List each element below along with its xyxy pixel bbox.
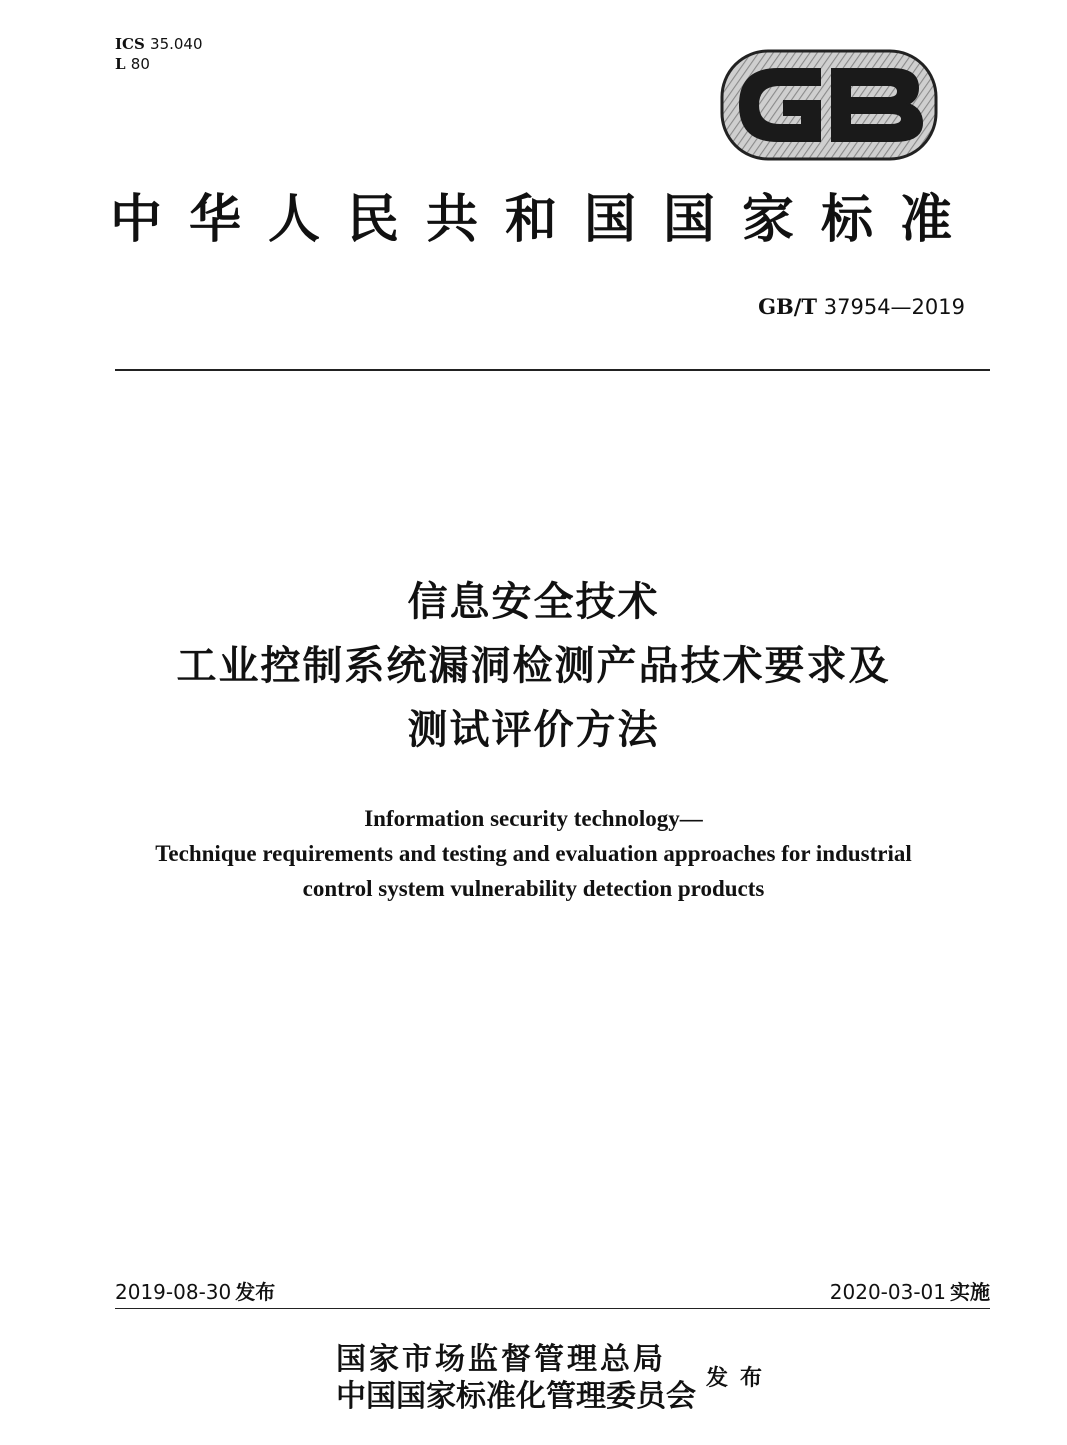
- ics-code: 35.040: [150, 35, 203, 53]
- issuing-authorities: [336, 1341, 696, 1415]
- publish-label: 发布: [706, 1365, 775, 1391]
- issue-date-label: 发布: [235, 1280, 276, 1304]
- implementation-date: [830, 1277, 990, 1307]
- ccs-line: [115, 54, 203, 74]
- chinese-title-line-1: 信息安全技术: [407, 579, 660, 625]
- top-divider: [115, 369, 990, 371]
- issuer-line-2: 中国国家标准化管理委员会: [336, 1379, 696, 1414]
- standard-number-prefix: GB/T: [758, 294, 818, 319]
- implementation-date-label: 实施: [950, 1280, 990, 1304]
- ccs-code: 80: [130, 55, 150, 73]
- chinese-title-line-3: 测试评价方法: [407, 707, 660, 753]
- issue-date-value: 2019-08-30: [115, 1280, 232, 1304]
- english-title-line-1: Information security technology—: [364, 806, 703, 831]
- english-title-line-2: Technique requirements and testing and evaluation approaches for industrial: [155, 841, 912, 866]
- english-title: [0, 801, 1067, 906]
- national-standard-title: 中华人民共和国国家标准: [110, 189, 980, 250]
- ics-label: ICS: [115, 35, 145, 53]
- chinese-title: [0, 570, 1067, 762]
- issue-date: [115, 1277, 275, 1307]
- ccs-label: L: [115, 55, 126, 73]
- english-title-line-3: control system vulnerability detection products: [302, 876, 765, 901]
- implementation-date-value: 2020-03-01: [829, 1280, 946, 1304]
- ics-line: [115, 34, 203, 54]
- bottom-divider: [115, 1308, 990, 1309]
- classification-codes: [115, 34, 203, 74]
- standard-number: [758, 292, 965, 322]
- chinese-title-line-2: 工业控制系统漏洞检测产品技术要求及: [176, 643, 891, 689]
- issuer-line-1: 国家市场监督管理总局: [336, 1342, 666, 1377]
- gb-logo: [718, 47, 940, 163]
- standard-number-code: 37954—2019: [823, 295, 965, 319]
